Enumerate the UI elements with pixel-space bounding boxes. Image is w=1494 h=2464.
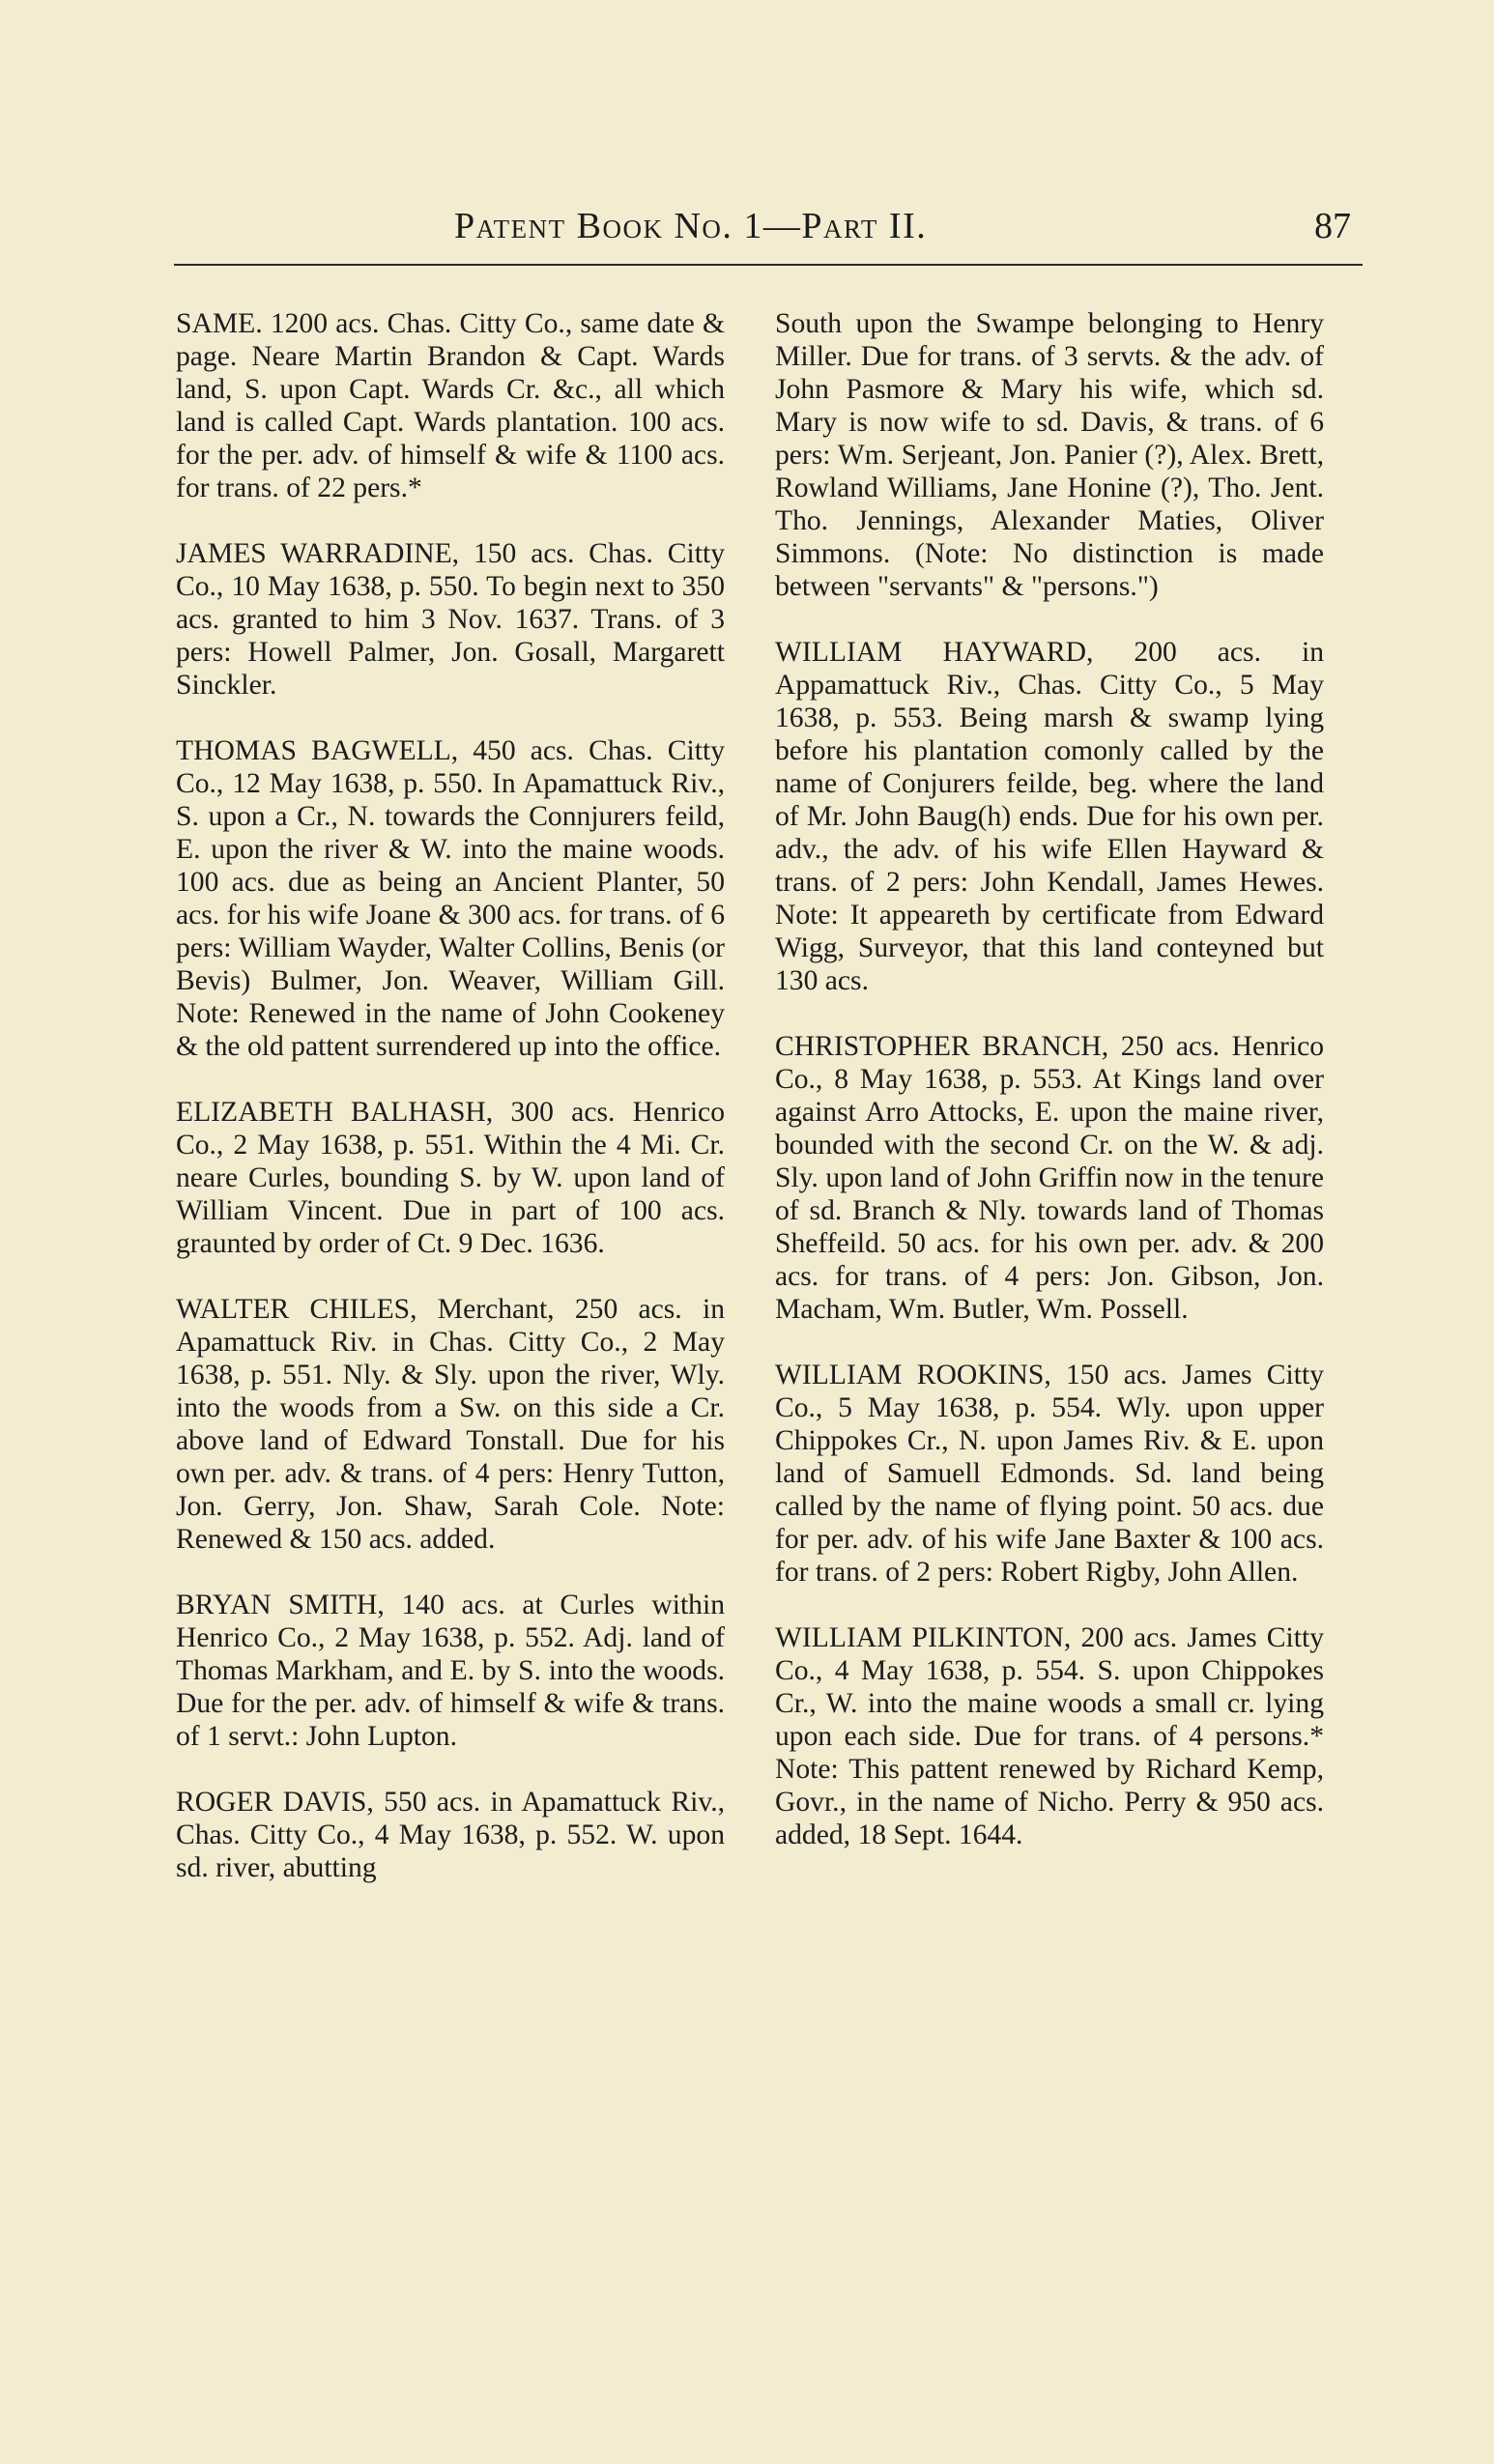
entry-james-warradine: JAMES WARRADINE, 150 acs. Chas. Citty Co., 10 May 1638, p. 550. To begin next to 350 acs. granted to him 3 Nov. 1637. Trans. of 3 pers: Howell Palmer, Jon. Gosall, Margarett Sinckler. [176,538,725,701]
left-column [176,307,725,1917]
running-head: Patent Book No. 1—Part II. [454,206,928,246]
entry-william-pilkinton: WILLIAM PILKINTON, 200 acs. James Citty Co., 4 May 1638, p. 554. S. upon Chippokes Cr., W. into the maine woods a small cr. lying upon each side. Due for trans. of 4 persons.* Note: This pattent renewed by Richard Kemp, Govr., in the name of Nicho. Perry & 950 acs. added, 18 Sept. 1644. [775,1622,1324,1850]
entry-william-hayward: WILLIAM HAYWARD, 200 acs. in Appamattuck Riv., Chas. Citty Co., 5 May 1638, p. 553. Being marsh & swamp lying before his plantation comonly called by the name of Conjurers feilde, beg. where the land of Mr. John Baug(h) ends. Due for his own per. adv., the adv. of his wife Ellen Hayward & trans. of 2 pers: John Kendall, James Hewes. Note: It appeareth by certificate from Edward Wigg, Surveyor, that this land conteyned but 130 acs. [775,637,1324,996]
entry-william-rookins: WILLIAM ROOKINS, 150 acs. James Citty Co., 5 May 1638, p. 554. Wly. upon upper Chippokes Cr., N. upon James Riv. & E. upon land of Samuell Edmonds. Sd. land being called by the name of flying point. 50 acs. due for per. adv. of his wife Jane Baxter & 100 acs. for trans. of 2 pers: Robert Rigby, John Allen. [775,1360,1324,1588]
right-column [775,307,1324,1884]
entry-elizabeth-balhash: ELIZABETH BALHASH, 300 acs. Henrico Co., 2 May 1638, p. 551. Within the 4 Mi. Cr. neare Curles, bounding S. by W. upon land of William Vincent. Due in part of 100 acs. graunted by order of Ct. 9 Dec. 1636. [176,1097,725,1259]
entry-thomas-bagwell: THOMAS BAGWELL, 450 acs. Chas. Citty Co., 12 May 1638, p. 550. In Apamattuck Riv., S. upon a Cr., N. towards the Connjurers feild, E. upon the river & W. into the maine woods. 100 acs. due as being an Ancient Planter, 50 acs. for his wife Joane & 300 acs. for trans. of 6 pers: William Wayder, Walter Collins, Benis (or Bevis) Bulmer, Jon. Weaver, William Gill. Note: Renewed in the name of John Cookeney & the old pattent surrendered up into the office. [176,735,725,1062]
entry-walter-chiles: WALTER CHILES, Merchant, 250 acs. in Apamattuck Riv. in Chas. Citty Co., 2 May 1638, p. 551. Nly. & Sly. upon the river, Wly. into the woods from a Sw. on this side a Cr. above land of Edward Tonstall. Due for his own per. adv. & trans. of 4 pers: Henry Tutton, Jon. Gerry, Jon. Shaw, Sarah Cole. Note: Renewed & 150 acs. added. [176,1294,725,1555]
header-rule [174,264,1363,266]
page-number: 87 [1314,206,1351,246]
entry-christopher-branch: CHRISTOPHER BRANCH, 250 acs. Henrico Co., 8 May 1638, p. 553. At Kings land over against Arro Attocks, E. upon the maine river, bounded with the second Cr. on the W. & adj. Sly. upon land of John Griffin now in the tenure of sd. Branch & Nly. towards land of Thomas Sheffeild. 50 acs. for his own per. adv. & 200 acs. for trans. of 4 pers: Jon. Gibson, Jon. Macham, Wm. Butler, Wm. Possell. [775,1031,1324,1325]
entry-same: SAME. 1200 acs. Chas. Citty Co., same date & page. Neare Martin Brandon & Capt. Wards land, S. upon Capt. Wards Cr. &c., all which land is called Capt. Wards plantation. 100 acs. for the per. adv. of himself & wife & 1100 acs. for trans. of 22 pers.* [176,308,725,503]
entry-roger-davis-continued: South upon the Swampe belonging to Henry Miller. Due for trans. of 3 servts. & the adv. of John Pasmore & Mary his wife, which sd. Mary is now wife to sd. Davis, & trans. of 6 pers: Wm. Serjeant, Jon. Panier (?), Alex. Brett, Rowland Williams, Jane Honine (?), Tho. Jent. Tho. Jennings, Alexander Maties, Oliver Simmons. (Note: No distinction is made between "servants" & "persons.") [775,308,1324,602]
entry-roger-davis: ROGER DAVIS, 550 acs. in Apamattuck Riv., Chas. Citty Co., 4 May 1638, p. 552. W. upon sd. river, abutting [176,1787,725,1883]
entry-bryan-smith: BRYAN SMITH, 140 acs. at Curles within Henrico Co., 2 May 1638, p. 552. Adj. land of Thomas Markham, and E. by S. into the woods. Due for the per. adv. of himself & wife & trans. of 1 servt.: John Lupton. [176,1590,725,1752]
